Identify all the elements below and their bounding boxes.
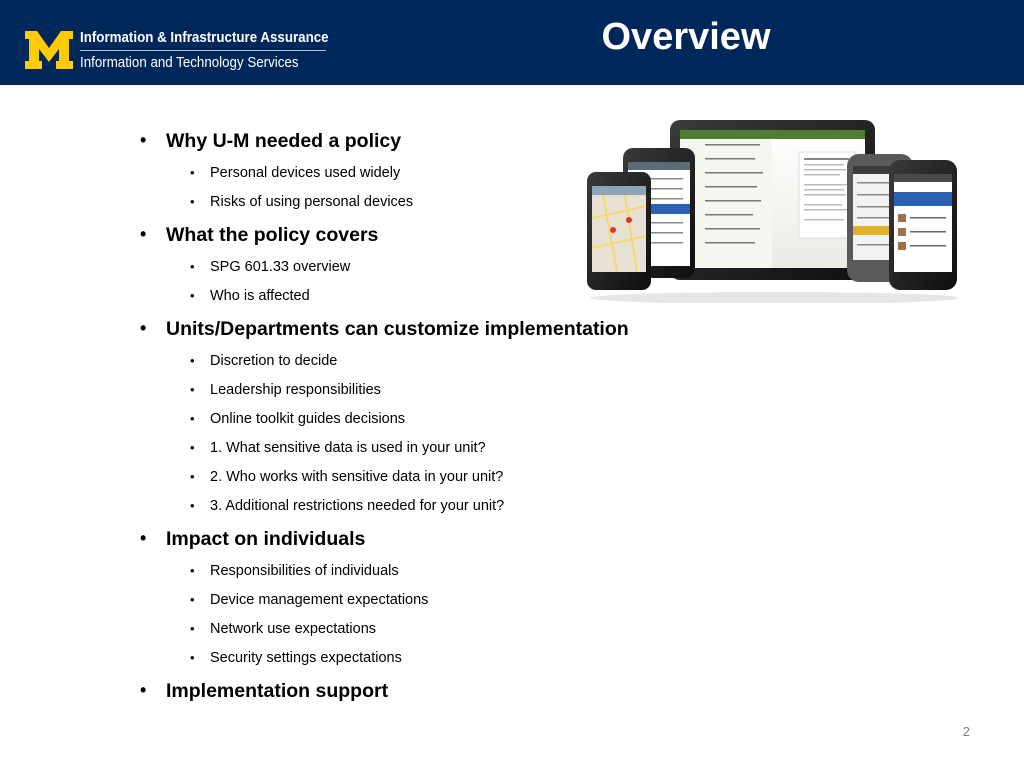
smartphone-map [587, 172, 651, 290]
org-name-line2: Information and Technology Services [80, 55, 299, 71]
bullet-icon: • [190, 353, 195, 368]
page-number: 2 [962, 724, 970, 739]
tablet-device [670, 120, 875, 280]
bullet-icon: • [190, 469, 195, 484]
bullet-icon: • [190, 621, 195, 636]
bullet-icon: • [140, 224, 147, 244]
bullet-icon: • [140, 680, 147, 700]
bullet-icon: • [190, 592, 195, 607]
bullet-icon: • [140, 528, 147, 548]
bullet-icon: • [140, 130, 147, 150]
bullet-icon: • [190, 650, 195, 665]
bullet-icon: • [190, 498, 195, 513]
bullet-icon: • [140, 318, 147, 338]
bullet-icon: • [190, 288, 195, 303]
bullet-icon: • [190, 440, 195, 455]
slide-title: Overview [601, 16, 771, 58]
bullet-icon: • [190, 563, 195, 578]
bullet-icon: • [190, 382, 195, 397]
bullet-icon: • [190, 259, 195, 274]
bullet-icon: • [190, 165, 195, 180]
org-name-line1: Information & Infrastructure Assurance [80, 30, 329, 46]
bullet-icon: • [190, 194, 195, 209]
smartphone-contacts [889, 160, 957, 290]
bullet-icon: • [190, 411, 195, 426]
mobile-devices-image [585, 118, 957, 303]
bullet-list: • Why U-M needed a policy • Personal devices used widely • Risks of using personal devices • What the policy covers • SPG 601.33 overview • Who is affected • Units/Departments can customize implementation • Discretion to decide • Leadership responsibilities • Online toolkit guides decisions • 1. What sensitive data is used in your unit? • 2. Who works with sensitive data in your unit? • 3. Additional restrictions needed for your unit? • Impact on individuals • Responsibilities of individuals • Device management expectations • Network use expectations • Security settings expectations • Implementation support [140, 130, 629, 702]
